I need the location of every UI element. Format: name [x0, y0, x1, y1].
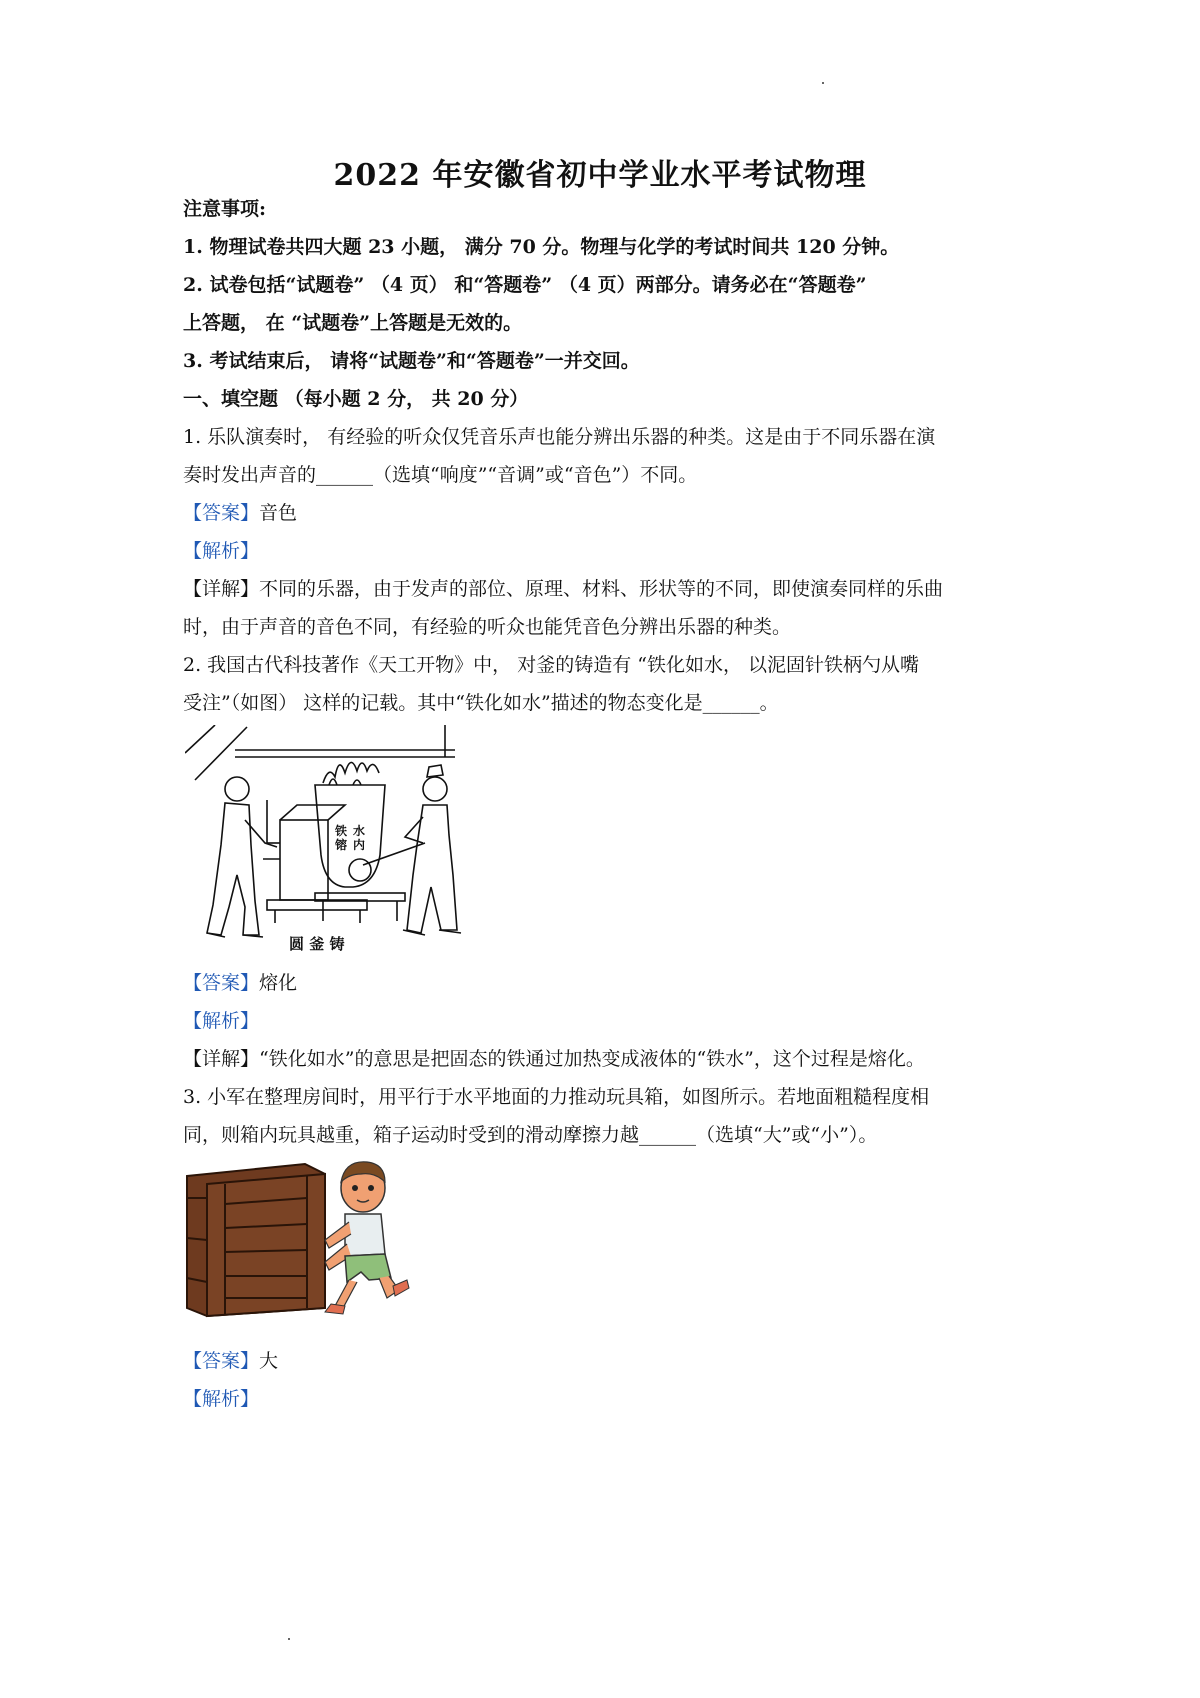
pot-inscription: 内: [353, 838, 366, 852]
detail-text: 时，由于声音的音色不同，有经验的听众也能凭音色分辨出乐器的种类。: [183, 616, 792, 638]
answer-line: [183, 501, 297, 525]
page-title: 2022 年安徽省初中学业水平考试物理: [333, 158, 867, 193]
question-2-text: 受注”（如图） 这样的记载。其中“铁化如水”描述的物态变化是______。: [183, 692, 779, 714]
answer-line: [183, 971, 297, 995]
question-3-text: 3. 小军在整理房间时，用平行于水平地面的力推动玩具箱，如图所示。若地面粗糙程度相: [183, 1086, 930, 1108]
notice-item: 2. 试卷包括“试题卷” （4 页） 和“答题卷” （4 页）两部分。请务必在“答题卷”: [183, 274, 867, 296]
detail-text: “铁化如水”的意思是把固态的铁通过加热变成液体的“铁水”，这个过程是熔化。: [259, 1048, 925, 1070]
scan-speck: [288, 1638, 290, 1640]
detail-line: [183, 1047, 925, 1071]
figure-caption: 圆 釜 铸: [289, 935, 345, 953]
notice-item: 3. 考试结束后， 请将“试题卷”和“答题卷”一并交回。: [183, 350, 640, 372]
answer-line: [183, 1349, 278, 1373]
notice-heading: 注意事项:: [183, 198, 267, 220]
pot-inscription: 镕: [335, 838, 348, 852]
answer-tag: 【答案】: [183, 972, 260, 994]
boy-figure: [325, 1162, 409, 1314]
answer-value: 音色: [259, 502, 298, 524]
section-heading: 一、填空题 （每小题 2 分， 共 20 分）: [183, 388, 529, 410]
question-1-text: 1. 乐队演奏时， 有经验的听众仅凭音乐声也能分辨出乐器的种类。这是由于不同乐器在演: [183, 426, 936, 448]
notice-item: 上答题， 在 “试题卷”上答题是无效的。: [183, 312, 523, 334]
analysis-tag: 【解析】: [183, 540, 260, 562]
answer-tag: 【答案】: [183, 502, 260, 524]
casting-illustration: [185, 725, 465, 957]
answer-value: 熔化: [259, 972, 298, 994]
detail-tag: 【详解】: [183, 1048, 260, 1070]
analysis-tag: 【解析】: [183, 1010, 260, 1032]
pot-inscription: 铁: [335, 824, 348, 838]
toy-box-illustration: [185, 1158, 425, 1318]
scan-speck: [822, 82, 824, 84]
detail-text: 不同的乐器，由于发声的部位、原理、材料、形状等的不同，即使演奏同样的乐曲: [259, 578, 944, 600]
detail-tag: 【详解】: [183, 578, 260, 600]
detail-line: [183, 577, 943, 601]
answer-value: 大: [259, 1350, 279, 1372]
pot-inscription: 水: [353, 824, 366, 838]
toy-crate: [187, 1164, 325, 1316]
question-2-text: 2. 我国古代科技著作《天工开物》中， 对釜的铸造有 “铁化如水， 以泥固针铁柄勺从嘴: [183, 654, 920, 676]
question-3-text: 同，则箱内玩具越重，箱子运动时受到的滑动摩擦力越______（选填“大”或“小”）。: [183, 1124, 878, 1146]
analysis-tag: 【解析】: [183, 1388, 260, 1410]
answer-tag: 【答案】: [183, 1350, 260, 1372]
question-1-text: 奏时发出声音的______（选填“响度”“音调”或“音色”）不同。: [183, 464, 698, 486]
notice-item: 1. 物理试卷共四大题 23 小题， 满分 70 分。物理与化学的考试时间共 120 分钟。: [183, 236, 900, 258]
